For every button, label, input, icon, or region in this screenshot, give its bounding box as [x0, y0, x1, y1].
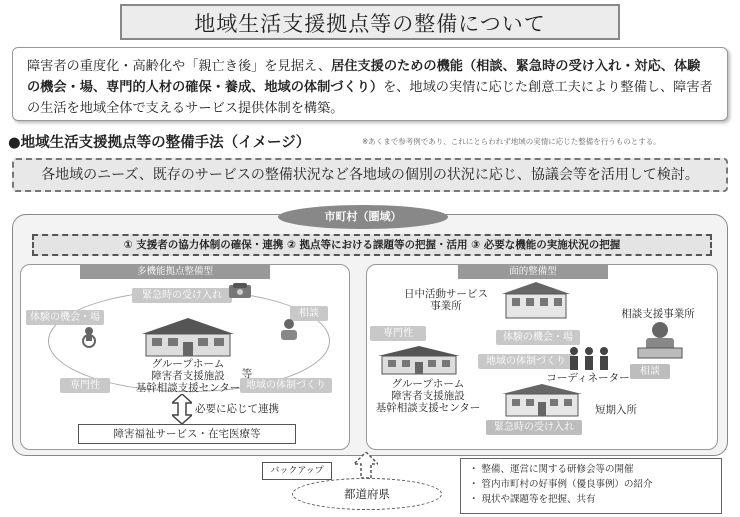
- short-stay-label: 短期入所: [595, 404, 637, 416]
- right-center-line1: グループホーム: [391, 378, 465, 390]
- left-center-etc: 等: [241, 368, 253, 380]
- intro-text-1: 障害者の重度化・高齢化や「親亡き後」を見据え、: [27, 59, 332, 74]
- area-network-tag: 面的整備型: [458, 265, 608, 279]
- coordinator-label: コーディネーター: [546, 372, 630, 384]
- left-func-emergency: 緊急時の受け入れ: [132, 288, 232, 303]
- consult-office-label: 相談支援事業所: [621, 308, 695, 320]
- intro-box: [12, 47, 728, 121]
- consult-office-icon: [636, 320, 684, 360]
- left-link-label: 必要に応じて連携: [195, 403, 279, 415]
- multi-function-tag: 多機能拠点整備型: [80, 265, 270, 279]
- wheelchair-icon: [78, 326, 100, 348]
- right-func-expertise: 専門性: [370, 326, 426, 341]
- support-item: ・ 現状や課題等を把握、共有: [469, 494, 596, 505]
- intro-text-2: を、地域の実情に応じた創意工夫により整備し、障害者の生活を地域全体で支えるサービス提供体制を構築。: [27, 80, 713, 116]
- intro-text-bold: 居住支援のための機能（相談、緊急時の受け入れ・対応、体験の機会・場、専門的人材の確保・養成、地域の体制づくり）: [27, 59, 701, 95]
- section-note: ※あくまで参考例であり、これにとらわれず地域の実情に応じた整備を行うものとする。: [362, 137, 661, 146]
- double-arrow-icon: [172, 394, 192, 424]
- municipality-label: 市町村（圏域）: [278, 205, 448, 229]
- prefecture-label: 都道府県: [292, 478, 442, 510]
- left-center-line2: 障害者支援施設: [151, 370, 225, 382]
- group-home-building-icon: [138, 316, 238, 358]
- prefecture-support-box: [460, 458, 722, 514]
- services-box: 障害福祉サービス・在宅医療等: [78, 424, 296, 444]
- day-service-line1: 日中活動サービス: [404, 288, 488, 300]
- day-service-line2: 事業所: [430, 300, 462, 312]
- section-heading: ●地域生活支援拠点等の整備手法（イメージ）: [8, 135, 311, 151]
- right-func-community: 地域の体制づくり: [478, 354, 574, 369]
- support-item: ・ 整備、運営に関する研修会等の開催: [469, 464, 634, 475]
- right-group-home-icon: [376, 344, 462, 376]
- left-func-community: 地域の体制づくり: [240, 378, 332, 393]
- day-service-building-icon: [500, 280, 572, 320]
- key-points-box: ① 支援者の協力体制の確保・連携 ② 拠点等における課題等の把握・活用 ③ 必要な機能の実施状況の把握: [32, 234, 712, 256]
- short-stay-building-icon: [500, 382, 584, 418]
- left-center-line1: グループホーム: [151, 358, 225, 370]
- consultant-icon: [278, 318, 300, 342]
- up-arrow-icon: [354, 452, 378, 478]
- left-center-line3: 基幹相談支援センター: [135, 382, 241, 394]
- right-func-experience: 体験の機会・場: [496, 330, 580, 345]
- left-func-expertise: 専門性: [60, 378, 110, 393]
- left-func-experience: 体験の機会・場: [26, 310, 104, 325]
- right-func-consult: 相談: [630, 364, 670, 379]
- summary-box: 各地域のニーズ、既存のサービスの整備状況など各地域の個別の状況に応じ、協議会等を活用して検討。: [12, 158, 728, 192]
- right-center-line2: 障害者支援施設: [391, 390, 465, 402]
- support-item: ・ 管内市町村の好事例（優良事例）の紹介: [469, 479, 653, 490]
- backup-label: バックアップ: [262, 462, 332, 480]
- right-center-line3: 基幹相談支援センター: [375, 402, 481, 414]
- page-title: 地域生活支援拠点等の整備について: [120, 4, 620, 40]
- right-func-emergency: 緊急時の受け入れ: [486, 420, 582, 435]
- left-func-consult: 相談: [290, 306, 328, 321]
- phone-icon: [228, 282, 254, 300]
- people-group-icon: [566, 346, 612, 372]
